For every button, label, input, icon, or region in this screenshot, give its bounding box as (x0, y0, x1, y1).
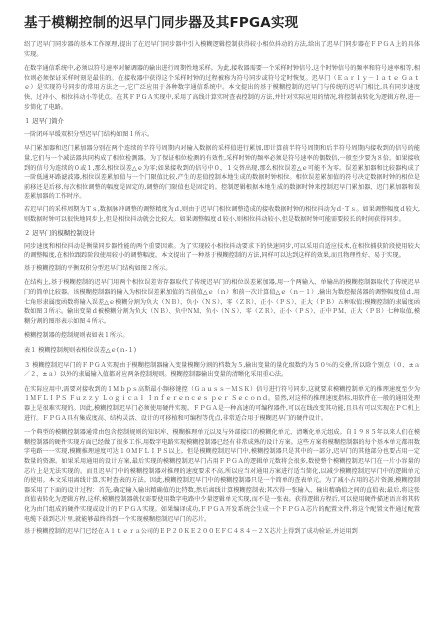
body-paragraph: 在实际应用中,需要对接收到的１Ｍｂｐｓ高斯最小频移键控（Ｇａｕｓｓ－ＭＳＫ）信号进行符号同步,这就要求模糊控制单元的推理速度至少为１ＭＦＬＩＰＳ Ｆｕｚｚｙ Ｌｏｇｉｃａｌ Ｉｎｆｅｒｅｎｃｅｓ ｐｅｒ Ｓｅｃｏｎｄ。显然,对这样的推理速度指标,用软件在一般的通用处理器上是很难实现的。因此,模糊控制迟早门必须使用硬件实现。ＦＰＧＡ是一种高速的可编程器件,可以在线改变其功能,且具有可以实现在ＰＣ机上进行。ＦＰＧＡ具有集成度高、结构灵活、设计的可移植和可编程等优点,非常适合用于模糊迟早门的硬件设计。 (24, 385, 420, 422)
section-heading: １ 迟早门简介 (24, 118, 64, 126)
body-paragraph: ３ 模糊控制迟早门的ＦＰＧＡ实现由于模糊控制器输入变量模糊分割的档数为５,输出变量的量化级数约为５０％的交叠,所以除个别点（０、±ａ／２、±ａ）以外的隶属输入值都对应两条控制规则。模糊控制器输出变量的清晰化采用重心法。 (24, 361, 420, 379)
article-body (24, 40, 420, 537)
body-paragraph: 表１ 模糊控制规则表相位误差△ｅ(ｎ-１) (24, 347, 137, 355)
body-paragraph: 一阶闭环早缓双积分型迟早门结构如图１所示。 (24, 130, 154, 138)
body-paragraph: 同步速度和相位抖动是衡量同步器性能的两个重要因素。为了实现较小相位抖动要求下的快速同步,可以采用自适应技术,在相位捕获阶段使用较大的调整幅度,在相位跟踪阶段使用较小的调整幅度。本文提出了一种基于模糊控制的方法,同样可以达到这样的效果,而且物理性好、易于实现。 (24, 242, 420, 260)
body-paragraph: 在结构上,基于模糊控制的迟早门用两个相位误差寄存器取代了传统迟早门的相位误差累加器,用一个两输入、单输出的模糊控制器取代了传统迟早门的简单比较器。该模糊控制器的输入为相位误差累加值的当前值△ｅ（ｎ）和前一次计算值△ｅ（ｎ－１）,输出为数控振荡器的调整幅度值ｄ,用七角形隶属度函数将输入误差△ｅ模糊分割为负大（ＮＢ）、负小（ＮＳ）、零（ＺＲ）、正小（ＰＳ）、正大（ＰＢ）五种取值;模糊控制的隶属度函数如图３所示。输出变量ｄ被模糊分割为负大（ＮＢ）、负中ＮＭ、负小（ＮＳ）、零（ＺＲ）、正小（ＰＳ）、正中ＰＭ、正大（ＰＢ）七种取值,模糊分割的图形表示如图４所示。 (24, 279, 420, 325)
body-paragraph: 绍了迟早门同步器的基本工作原理,提出了在迟早门同步器中引入模糊逻辑控制获得较小相位抖动的方法,给出了迟早门同步器在ＦＰＧＡ上的具体实现。 (24, 41, 420, 58)
body-paragraph: 若迟早门的采样周期为Ｔｓ,数据脉冲调整的调整精度为ｄ,则由于迟早门相位调整造成的接收数据时钟的相位抖动为ｄ·Ｔｓ。如果调整幅度ｄ较大,则数据时钟可以很快地同步上,但是相位抖动就会比较大。如果调整幅度ｄ较小,则相位抖动较小,但是数据时钟可能需要较长的时间获得同步。 (24, 205, 420, 223)
body-paragraph: 一个典型的模糊控制器通常由包含控制规则的知识库、模糊推理单元以及与外部接口的模糊化单元、清晰化单元组成。自１９８５年以来人们在模糊控制器的硬件实现方面已经做了很多工作,用数字电路实现模糊控制器已经有非常成熟的设计方案。这些方案将模糊控制器的每个基本单元都用数字电路一一实现,模糊推理速度可达１０ＭＦＬＩＰＳ以上。但是模糊控制迟早门中,模糊控制器只是其中的一部分,迟早门的其他部分也要占用一定数量的资源。如果采用通用的设计方案,最后实现的模糊控制迟早门占用ＦＰＧＡ的逻辑单元数将会很多,数使整个模糊控制迟早门在一片小容量的芯片上是无法实现的。而且迟早门中的模糊控制器对推理的速度要求不高,所以应当对通用方案进行适当简化,以减少模糊控制迟早门中的逻辑单元的使用。本文采用离线计算,实时查表的方法。因此,模糊控制迟早门中的模糊控制器只是一个简单的查表单元。为了减小占用的芯片资源,模糊控制器采用了下面的设计过程：首先,确定输入输出精确值的比特数,然后离线计算模糊控制表;其次得一张输入、输出精确值之间的直值表;最后,将这张真值表转化为逻辑方程,这样,模糊控制器就仅需要使用数字电路中少量逻辑单元实现,而不是一张表。获得逻辑方程后,可以使用硬件描述语言将其转化为由门组成的硬件实现或设计的ＦＰＧＡ实现。如果编译成功,ＦＰＧＡ开发系统会生成一个ＦＰＧＡ芯片的配置文件,将这个配置文件通过配置电缆下载到芯片里,就能够最终得到一个实现模糊控制迟早门的芯片。 (24, 429, 420, 523)
body-paragraph: 基于模糊控制的平衡双积分型迟早门结构如图２所示。 (24, 264, 172, 272)
body-paragraph: 早门累加器和迟门累加器分别在两个连续的半符号周期内对输入数据的采样值进行累加,即计算前半符号周期和后半符号周期内接收到的信号的能量,它们与一个减法器共同构成了相位检测器。为了保证相位检测的有效性,采样时钟的频率必须是符号速率的偶数倍,一般至少要为８倍。如果接收到的信号为连续的０或１,那么相位误差△ｅ为零;如果接收到的信号中０、１交替出现,那么相位误差△ｅ可能不为零。误差累加器和比较器构成了一阶低通环路滤波器,相位误差累加值与一个门限值比较,产生的差值控制本地生成的数据时钟相位。相位误差累加值的符号决定数据时钟的相位是前移还是后移,每次相位调整的幅度是固定的,调整的门限值也是固定的。控制逻辑根据本地生成的数据时钟来控制迟早门累加器、迟门累加器和误差累加器的工作时序。 (24, 145, 420, 201)
section-heading: ２ 迟早门的模糊控制设计 (24, 230, 96, 238)
article-title: 基于模糊控制的迟早门同步器及其FPGA实现 (24, 15, 299, 31)
body-paragraph: 基于模糊控制的迟早门已经在Ａｌｔｅｒａ公司的ＥＰ２０ＫＥ２００ＥＦＣ４８４－２Ｘ芯片上得到了成功验证,并运用到 (24, 528, 358, 536)
body-paragraph: 在数字通信系统中,必须以符号速率对解调器的输出进行周期性地采样。为此,接收器需要一个采样时钟信号,这个时钟信号的频率和符号速率相等,相位则必须保证采样时刻是最佳的。在接收器中获得这个采样时钟的过程被称为符号同步或符号定时恢复。迟早门（Ｅａｒｌｙ－ｌａｔｅ Ｇａｔｅ）是实现符号同步的常用方法之一,它广泛应用于各种数字通信系统中。本文提出的基于模糊控制的迟早门与传统的迟早门相比,具有同步速度快、过冲小、相位抖动小等优点。在其ＦＰＧＡ实现中,采用了高线计算实时查表控制的方法,并针对实际应用的情况,将控制表转化为逻辑方程,进一步简化了电路。 (24, 65, 420, 111)
body-paragraph: 模糊控制器的控制规则表如表１所示。 (24, 332, 129, 340)
